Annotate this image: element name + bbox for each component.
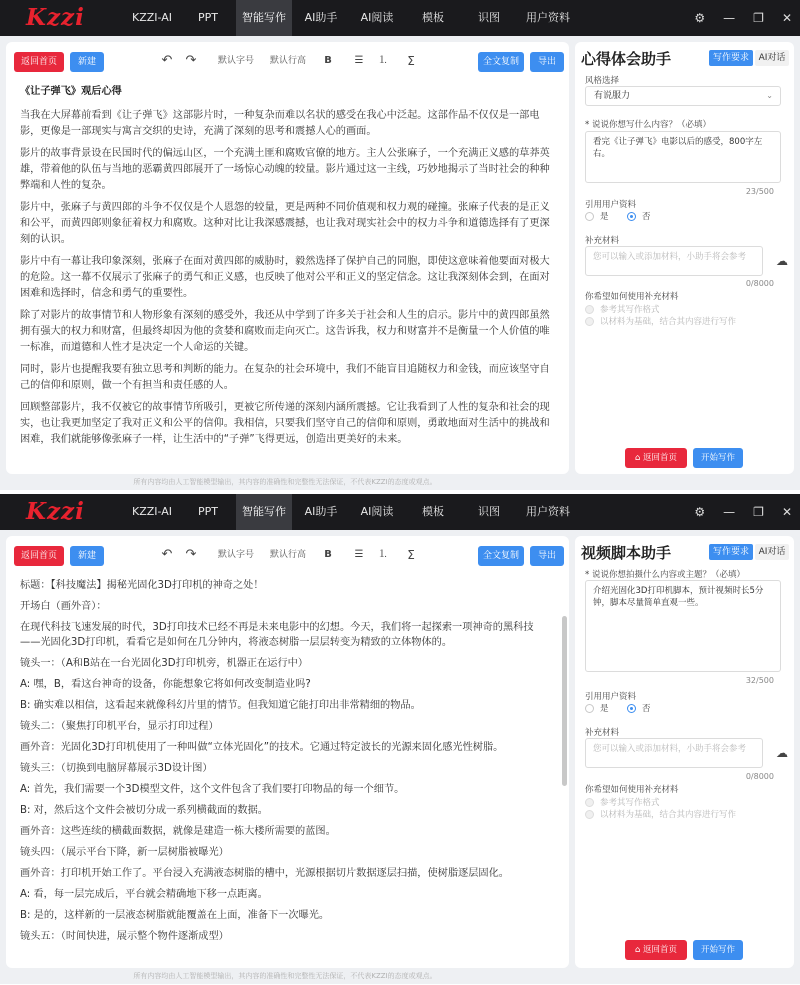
paragraph: 当我在大屏幕前看到《让子弹飞》这部影片时，一种复杂而难以名状的感受在我心中泛起。这部作品不仅仅是一部电影，更像是一部现实与寓言交织的史诗，充满了深刻的思考和震撼人心的画面。: [20, 110, 540, 137]
radio-no-label: 否: [642, 704, 651, 714]
chevron-down-icon: ⌄: [766, 91, 773, 100]
use-option-content-label: 以材料为基础，结合其内容进行写作: [600, 317, 737, 327]
start-writing-button[interactable]: 开始写作: [693, 940, 743, 960]
cite-profile-yes[interactable]: [585, 702, 609, 714]
disclaimer-footnote: 所有内容均由人工智能模型输出，其内容的准确性和完整性无法保证，不代表KZZI的态度或观点。: [133, 478, 437, 486]
use-option-format[interactable]: [585, 303, 660, 315]
nav-item-user-profile[interactable]: 用户资料: [526, 505, 570, 518]
panel-title: 视频脚本助手: [581, 544, 672, 562]
material-label: 补充材料: [585, 728, 620, 738]
use-option-content[interactable]: [585, 808, 736, 820]
radio-content[interactable]: [585, 810, 594, 819]
minimize-icon[interactable]: —: [723, 11, 736, 25]
tab-writing-requirements[interactable]: 写作要求: [709, 50, 753, 66]
radio-content[interactable]: [585, 317, 594, 326]
material-char-count: 0/8000: [745, 279, 774, 288]
paragraph: 影片的故事背景设在民国时代的偏远山区，一个充满土匪和腐败官僚的地方。主人公张麻子，一个充满正义感的草莽英雄，带着他的队伍与当地的恶霸黄四郎展开了一场惊心动魄的较量。影片通过这一主线，巧妙地揭示了当时社会的种种弊端和人性的复杂。: [20, 148, 550, 191]
back-home-button[interactable]: 返回首页: [14, 546, 64, 566]
script-line: B: 确实难以相信，这看起来就像科幻片里的情节。但我知道它能打印出非常精细的物品。: [20, 700, 421, 711]
paragraph: 除了对影片的故事情节和人物形象有深刻的感受外，我还从中学到了许多关于社会和人生的启示。影片中的黄四郎虽然拥有强大的权力和财富，但最终却因为他的贪婪和腐败而走向灭亡。这告诉我，权力和财富并不是衡量一个人价值的唯一标准，而道德和人性才是决定一个人命运的关键。: [20, 310, 550, 353]
screenshot-essay-writer: [0, 0, 800, 490]
line-height-select[interactable]: 默认行高: [269, 550, 306, 560]
nav-item-user-profile[interactable]: 用户资料: [526, 11, 570, 24]
assistant-panel: [575, 536, 794, 968]
question-textarea[interactable]: 介绍光固化3D打印机脚本，预计视频时长5分钟，脚本尽量简单直观一些。: [585, 580, 781, 672]
style-label: 风格选择: [585, 76, 620, 86]
editor-toolbar: [6, 42, 569, 80]
radio-yes[interactable]: [585, 212, 594, 221]
material-textarea[interactable]: 您可以输入或添加材料，小助手将会参考: [585, 246, 763, 276]
panel-back-home-button[interactable]: [625, 940, 687, 960]
question-label: * 说说你想写什么内容？（必填）: [585, 120, 711, 130]
new-document-button[interactable]: 新建: [70, 546, 104, 566]
settings-icon[interactable]: ⚙: [694, 11, 706, 25]
style-select-value: 有说服力: [594, 91, 631, 101]
question-textarea[interactable]: 看完《让子弹飞》电影以后的感受，800字左右。: [585, 131, 781, 183]
use-option-content-label: 以材料为基础，结合其内容进行写作: [600, 810, 737, 820]
undo-icon[interactable]: ↶: [161, 547, 173, 562]
nav-item-ai-assistant[interactable]: AI助手: [304, 11, 338, 24]
document-title: 《让子弹飞》观后心得: [20, 86, 122, 97]
screenshot-video-script-writer: [0, 494, 800, 984]
nav-item-ai-reading[interactable]: AI阅读: [360, 11, 394, 24]
cite-profile-no[interactable]: [627, 210, 651, 222]
nav-item-templates[interactable]: 模板: [422, 11, 444, 24]
top-nav-bar: [0, 494, 800, 530]
restore-icon[interactable]: ❐: [753, 11, 764, 25]
paragraph: 影片中有一幕让我印象深刻，张麻子在面对黄四郎的威胁时，毅然选择了保护自己的同胞，即使这意味着他要面对极大的危险。这一幕不仅展示了张麻子的勇气和正义感，也反映了他对公平和正义的坚定信念。这让我深刻体会到，在面对困难和选择时，信念和勇气的重要性。: [20, 256, 550, 299]
material-char-count: 0/8000: [745, 772, 774, 781]
script-line: 镜头五：（时间快进，展示整个物件逐渐成型）: [20, 931, 229, 942]
upload-cloud-icon[interactable]: ☁: [776, 746, 788, 760]
question-label: * 说说你想拍摄什么内容或主题？（必填）: [585, 570, 745, 580]
bulleted-list-icon[interactable]: ☰: [354, 549, 364, 560]
script-line: 画外音：这些连续的横截面数据，就像是建造一栋大楼所需要的蓝图。: [20, 826, 336, 837]
back-home-button[interactable]: 返回首页: [14, 52, 64, 72]
formula-button[interactable]: Σ: [407, 54, 415, 68]
nav-item-ai-assistant[interactable]: AI助手: [304, 505, 338, 518]
nav-item-kzzi-ai[interactable]: KZZI-AI: [131, 505, 173, 518]
redo-icon[interactable]: ↷: [185, 53, 197, 68]
export-button[interactable]: 导出: [530, 546, 564, 566]
document-editor: [6, 536, 569, 968]
top-nav-bar: [0, 0, 800, 36]
copy-all-button[interactable]: 全文复制: [478, 546, 524, 566]
script-line: 画外音：光固化3D打印机使用了一种叫做“立体光固化”的技术。它通过特定波长的光源来固化感光性树脂。: [20, 742, 504, 753]
script-line: A: 首先，我们需要一个3D模型文件，这个文件包含了我们要打印物品的每一个细节。: [20, 784, 405, 795]
close-icon[interactable]: ✕: [781, 505, 792, 519]
document-editor: [6, 42, 569, 474]
copy-all-button[interactable]: 全文复制: [478, 52, 524, 72]
undo-icon[interactable]: ↶: [161, 53, 173, 68]
paragraph: 回顾整部影片，我不仅被它的故事情节所吸引，更被它所传递的深刻内涵所震撼。它让我看到了人性的复杂和社会的现实，也让我更加坚定了我对正义和公平的信仰。我相信，只要我们坚守自己的信仰和原则，勇敢地面对生活中的挑战和困难，我们就能够像张麻子一样，让生活中的“子弹”飞得更远，创造出更美好的未来。: [20, 402, 550, 445]
redo-icon[interactable]: ↷: [185, 547, 197, 562]
export-button[interactable]: 导出: [530, 52, 564, 72]
script-line: A: 嘿，B，看这台神奇的设备，你能想象它将如何改变制造业吗?: [20, 679, 311, 690]
script-line: 镜头一：（A和B站在一台光固化3D打印机旁，机器正在运行中）: [20, 658, 309, 669]
document-content[interactable]: [20, 578, 550, 958]
new-document-button[interactable]: 新建: [70, 52, 104, 72]
use-option-format-label: 参考其写作格式: [600, 798, 660, 808]
cite-profile-label: 引用用户资料: [585, 200, 637, 210]
radio-no-label: 否: [642, 212, 651, 222]
nav-item-ppt[interactable]: PPT: [198, 505, 218, 518]
paragraph: 同时，影片也提醒我要有独立思考和判断的能力。在复杂的社会环境中，我们不能盲目追随权力和金钱，而应该坚守自己的信仰和原则，做一个有担当和责任感的人。: [20, 364, 550, 391]
material-textarea[interactable]: 您可以输入或添加材料，小助手将会参考: [585, 738, 763, 768]
bold-button[interactable]: B: [324, 549, 332, 560]
restore-icon[interactable]: ❐: [753, 505, 764, 519]
bulleted-list-icon[interactable]: ☰: [354, 55, 364, 66]
tab-writing-requirements[interactable]: 写作要求: [709, 544, 753, 560]
paragraph: 影片中，张麻子与黄四郎的斗争不仅仅是个人恩怨的较量，更是两种不同价值观和权力观的碰撞。张麻子代表的是正义和公平，而黄四郎则象征着权力和腐败。这种对比让我深感震撼，也让我对现实社会中的权力斗争和道德选择有了更深刻的认识。: [20, 202, 550, 245]
script-line: 镜头三：（切换到电脑屏幕展示3D设计图）: [20, 763, 213, 774]
assistant-panel: [575, 42, 794, 474]
nav-item-image-recognition[interactable]: 识图: [478, 505, 500, 518]
tab-ai-chat[interactable]: AI对话: [755, 50, 789, 66]
home-icon: ⌂: [634, 453, 644, 463]
panel-back-home-label: 返回首页: [643, 453, 678, 463]
script-line: B: 对，然后这个文件会被切分成一系列横截面的数据。: [20, 805, 268, 816]
script-line: 镜头二：（聚焦打印机平台，显示打印过程）: [20, 721, 219, 732]
font-size-select[interactable]: 默认字号: [217, 550, 254, 560]
cite-profile-no[interactable]: [627, 702, 651, 714]
panel-back-home-button[interactable]: [625, 448, 687, 468]
document-content[interactable]: [20, 84, 550, 464]
upload-cloud-icon[interactable]: ☁: [776, 254, 788, 268]
formula-button[interactable]: Σ: [407, 548, 415, 562]
radio-yes[interactable]: [585, 704, 594, 713]
use-option-format[interactable]: [585, 796, 660, 808]
radio-yes-label: 是: [600, 212, 609, 222]
minimize-icon[interactable]: —: [723, 505, 736, 519]
nav-item-ppt[interactable]: PPT: [198, 11, 218, 24]
settings-icon[interactable]: ⚙: [694, 505, 706, 519]
cite-profile-label: 引用用户资料: [585, 692, 637, 702]
disclaimer-footnote: 所有内容均由人工智能模型输出，其内容的准确性和完整性无法保证，不代表KZZI的态度或观点。: [133, 972, 437, 980]
close-icon[interactable]: ✕: [781, 11, 792, 25]
script-line: 开场白（画外音）：: [20, 601, 107, 612]
nav-item-image-recognition[interactable]: 识图: [478, 11, 500, 24]
numbered-list-icon[interactable]: ⒈: [378, 55, 388, 66]
use-material-label: 你希望如何使用补充材料: [585, 292, 679, 302]
script-line: A: 看，每一层完成后，平台就会精确地下移一点距离。: [20, 889, 268, 900]
start-writing-button[interactable]: 开始写作: [693, 448, 743, 468]
tab-ai-chat[interactable]: AI对话: [755, 544, 789, 560]
script-line: 镜头四：（展示平台下降，新一层树脂被曝光）: [20, 847, 229, 858]
app-logo: Kzzi: [26, 498, 85, 525]
style-select[interactable]: [585, 86, 781, 106]
use-material-label: 你希望如何使用补充材料: [585, 785, 679, 795]
font-size-select[interactable]: 默认字号: [217, 56, 254, 66]
use-option-format-label: 参考其写作格式: [600, 305, 660, 315]
app-logo: Kzzi: [26, 4, 85, 31]
radio-format[interactable]: [585, 305, 594, 314]
panel-back-home-label: 返回首页: [643, 945, 678, 955]
numbered-list-icon[interactable]: ⒈: [378, 549, 388, 560]
script-line: 画外音：打印机开始工作了。平台浸入充满液态树脂的槽中，光源根据切片数据逐层扫描，使树脂逐层固化。: [20, 868, 509, 879]
editor-toolbar: [6, 536, 569, 574]
cite-profile-yes[interactable]: [585, 210, 609, 222]
editor-scrollbar[interactable]: [562, 616, 567, 786]
script-line: 标题：【科技魔法】揭秘光固化3D打印机的神奇之处！: [20, 580, 264, 591]
nav-item-templates[interactable]: 模板: [422, 505, 444, 518]
home-icon: ⌂: [634, 945, 644, 955]
bold-button[interactable]: B: [324, 55, 332, 66]
radio-yes-label: 是: [600, 704, 609, 714]
script-line: 在现代科技飞速发展的时代，3D打印技术已经不再是未来电影中的幻想。今天，我们将一起探索一项神奇的黑科技——光固化3D打印机，看看它是如何在几分钟内，将液态树脂一层层转变为精致的立体物体的。: [20, 622, 534, 648]
nav-item-smart-writing[interactable]: 智能写作: [236, 0, 292, 36]
question-char-count: 32/500: [745, 676, 774, 685]
nav-item-kzzi-ai[interactable]: KZZI-AI: [131, 11, 173, 24]
nav-item-ai-reading[interactable]: AI阅读: [360, 505, 394, 518]
line-height-select[interactable]: 默认行高: [269, 56, 306, 66]
material-label: 补充材料: [585, 236, 620, 246]
radio-format[interactable]: [585, 798, 594, 807]
nav-item-smart-writing[interactable]: 智能写作: [236, 494, 292, 530]
question-char-count: 23/500: [745, 187, 774, 196]
script-line: B: 是的，这样新的一层液态树脂就能覆盖在上面，准备下一次曝光。: [20, 910, 330, 921]
use-option-content[interactable]: [585, 315, 736, 327]
panel-title: 心得体会助手: [581, 50, 672, 68]
radio-no[interactable]: [627, 704, 636, 713]
radio-no[interactable]: [627, 212, 636, 221]
